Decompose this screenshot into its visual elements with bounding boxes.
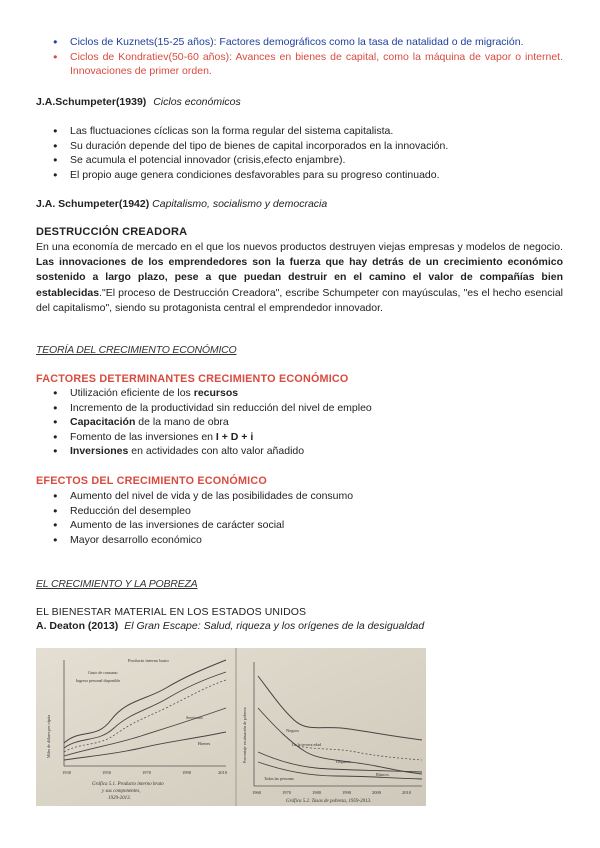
tick-label: 1990 [182, 770, 191, 775]
y-axis-label: Miles de dólares per cápita [46, 714, 51, 758]
tick-label: 1930 [62, 770, 71, 775]
text-1: En una economía de mercado en el que los nuevos productos destruyen viejas empresas y modelos de negocio. [36, 241, 563, 253]
list-item: ● Se acumula el potencial innovador (crisis,efecto enjambre). [53, 153, 563, 168]
tick-label: 2010 [402, 790, 411, 795]
series-label: Negros [286, 728, 299, 733]
list-item: ● Capacitación de la mano de obra [53, 415, 563, 430]
tick-label: 1980 [312, 790, 321, 795]
list-item: ● Reducción del desempleo [53, 504, 563, 519]
destruccion-title: DESTRUCCIÓN CREADORA [36, 226, 188, 238]
text-2: ."El proceso de Destrucción Creadora", escribe Schumpeter con mayúsculas, "es el hecho esencial del capitalismo", siendo su protagonista central el emprendedor innovador. [36, 286, 563, 314]
factores-list [53, 386, 563, 459]
cycles-list [53, 35, 563, 79]
book-title: Capitalismo, socialismo y democracia [152, 198, 328, 210]
caption: 1929-2013. [108, 796, 131, 801]
figure-drawing [36, 648, 426, 806]
series-label: Todas las personas [264, 776, 294, 781]
pobreza-title: EL CRECIMIENTO Y LA POBREZA [36, 578, 198, 590]
list-item: ● Utilización eficiente de los recursos [53, 386, 563, 401]
caption: Gráfica 5.1. Producto interno bruto [92, 782, 164, 787]
pobreza-subtitle: EL BIENESTAR MATERIAL EN LOS ESTADOS UNIDOS [36, 606, 307, 618]
teoria-title: TEORÍA DEL CRECIMIENTO ECONÓMICO [36, 344, 237, 356]
efectos-list [53, 489, 563, 547]
schumpeter-1939-list [53, 124, 563, 182]
series-label: Bienes [198, 741, 211, 746]
list-item: ● Fomento de las inversiones en I + D + i [53, 430, 563, 445]
tick-label: 1950 [102, 770, 111, 775]
text-bold: Las innovaciones de los emprendedores son la fuerza que hay detrás de un crecimiento económico sostenido a largo plazo, pese a que puedan destruir en el camino el valor de compañías bien establecidas [36, 256, 563, 299]
ref-title: El Gran Escape: Salud, riqueza y los orígenes de la desigualdad [124, 620, 425, 632]
schumpeter-1942-heading [36, 198, 327, 210]
series-label: Hispanos [336, 759, 351, 764]
series-label: De la tercera edad [292, 742, 321, 747]
y-axis-label: Porcentaje en situación de pobreza [242, 707, 247, 763]
author: J.A. Schumpeter(1942) [36, 198, 150, 210]
tick-label: 1970 [282, 790, 291, 795]
list-item-kondratiev: ● Ciclos de Kondratiev(50-60 años): Avances en bienes de capital, como la máquina de vapor o internet. Innovaciones de primer orden. [53, 50, 563, 79]
series-label: Gasto de consumo [88, 670, 118, 675]
series-label: Blancos [376, 772, 389, 777]
series-label: Ingreso personal disponible [76, 678, 121, 683]
tick-label: 2010 [218, 770, 227, 775]
efectos-title: EFECTOS DEL CRECIMIENTO ECONÓMICO [36, 475, 267, 487]
author: J.A.Schumpeter(1939) [36, 96, 147, 108]
list-item-kuznets: ● Ciclos de Kuznets(15-25 años): Factores demográficos como la tasa de natalidad o de migración. [53, 35, 563, 50]
book-title: Ciclos económicos [153, 96, 241, 108]
caption: y sus componentes, [102, 789, 141, 794]
list-item: ● El propio auge genera condiciones desfavorables para su progreso continuado. [53, 168, 563, 183]
book-figure-photo [36, 648, 426, 806]
tick-label: 1990 [342, 790, 351, 795]
ref-author: A. Deaton (2013) [36, 620, 119, 632]
list-item: ● Inversiones en actividades con alto valor añadido [53, 444, 563, 459]
tick-label: 1970 [142, 770, 151, 775]
series-label: Servicios [186, 715, 203, 720]
caption: Gráfica 5.2. Tasas de pobreza, 1959-2013. [286, 799, 372, 804]
schumpeter-1939-heading [36, 96, 241, 108]
list-item: ● Aumento del nivel de vida y de las posibilidades de consumo [53, 489, 563, 504]
series-label: Producto interno bruto [128, 658, 169, 663]
factores-title: FACTORES DETERMINANTES CRECIMIENTO ECONÓMICO [36, 373, 349, 385]
list-item: ● Incremento de la productividad sin reducción del nivel de empleo [53, 401, 563, 416]
deaton-reference [36, 620, 424, 632]
tick-label: 1960 [252, 790, 261, 795]
list-item: ● Mayor desarrollo económico [53, 533, 563, 548]
destruccion-paragraph [36, 240, 563, 316]
list-item: ● Aumento de las inversiones de carácter social [53, 518, 563, 533]
list-item: ● Las fluctuaciones cíclicas son la forma regular del sistema capitalista. [53, 124, 563, 139]
list-item: ● Su duración depende del tipo de bienes de capital incorporados en la innovación. [53, 139, 563, 154]
tick-label: 2000 [372, 790, 381, 795]
